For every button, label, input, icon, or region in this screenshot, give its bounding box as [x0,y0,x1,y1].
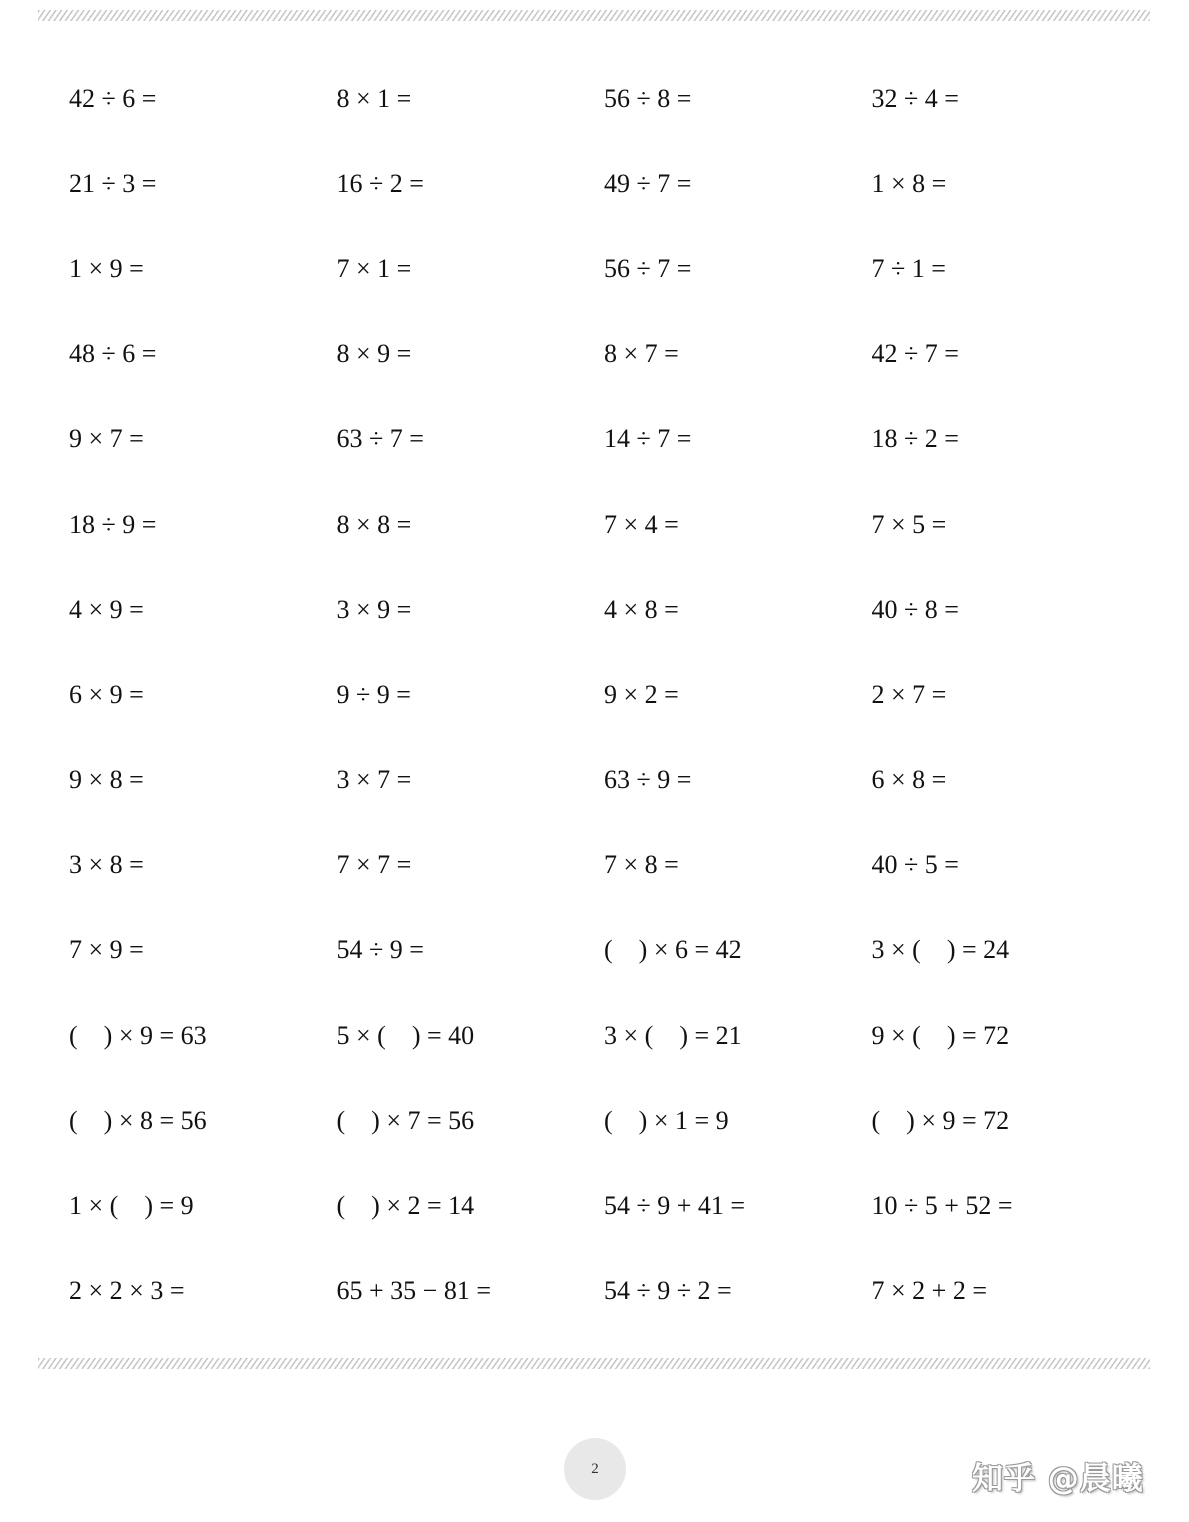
problem: 65 + 35 − 81 = [336,1276,491,1306]
problem: 42 ÷ 7 = [871,339,959,369]
problem: 54 ÷ 9 ÷ 2 = [604,1276,732,1306]
problem: 48 ÷ 6 = [69,339,157,369]
problem: 7 × 1 = [336,253,412,283]
problem: ( ) × 9 = 63 [69,1020,207,1050]
problem-row [69,141,1149,226]
problem: 3 × 8 = [69,850,144,880]
problem: 7 ÷ 1 = [871,253,946,283]
problem: 9 × 2 = [604,679,679,709]
problem: 54 ÷ 9 + 41 = [604,1191,746,1221]
problem: 9 ÷ 9 = [336,679,411,709]
page-number-badge [564,1438,626,1500]
problem-row [69,738,1149,823]
problem: 63 ÷ 7 = [336,424,424,454]
top-hatch-divider [38,10,1150,21]
problem: 6 × 9 = [69,679,144,709]
bottom-hatch-divider [38,1358,1150,1369]
problem: 7 × 4 = [604,509,679,539]
page-number: 2 [591,1460,599,1477]
problem: 54 ÷ 9 = [336,935,424,965]
problem: 21 ÷ 3 = [69,168,157,198]
problem: ( ) × 7 = 56 [336,1105,475,1135]
problem: ( ) × 1 = 9 [604,1105,729,1135]
problem: 9 × 7 = [69,424,144,454]
problem-row [69,56,1149,141]
problem-row [69,1163,1149,1248]
problem: 18 ÷ 2 = [871,424,959,454]
problem-row [69,823,1149,908]
problem-row [69,567,1149,652]
problem: 7 × 9 = [69,935,144,965]
problem: 32 ÷ 4 = [871,83,959,113]
problem: ( ) × 2 = 14 [336,1191,475,1221]
problem-row [69,1249,1149,1334]
problem: 9 × 8 = [69,765,144,795]
problem-row [69,1078,1149,1163]
problem: 3 × 9 = [336,594,412,624]
problem: 7 × 8 = [604,850,679,880]
problem: 56 ÷ 7 = [604,253,692,283]
problem: 10 ÷ 5 + 52 = [871,1191,1013,1221]
problem: 5 × ( ) = 40 [336,1020,475,1050]
problem: 2 × 7 = [871,679,947,709]
problem: 1 × 8 = [871,168,947,198]
problem-row [69,652,1149,737]
problem: 1 × 9 = [69,253,144,283]
problem: 7 × 2 + 2 = [871,1276,987,1306]
problem: 4 × 9 = [69,594,144,624]
problem: 16 ÷ 2 = [336,168,424,198]
problem-row [69,312,1149,397]
problem: 40 ÷ 5 = [871,850,959,880]
problem: 3 × ( ) = 24 [871,935,1010,965]
problem: 49 ÷ 7 = [604,168,692,198]
problem: 8 × 8 = [336,509,412,539]
problem: 18 ÷ 9 = [69,509,157,539]
problem-row [69,397,1149,482]
problem: 8 × 9 = [336,339,412,369]
problem-row [69,908,1149,993]
problem: 9 × ( ) = 72 [871,1020,1010,1050]
watermark: 知乎 @晨曦 [972,1461,1144,1497]
problem: 8 × 7 = [604,339,679,369]
problem: 14 ÷ 7 = [604,424,692,454]
problem: 1 × ( ) = 9 [69,1191,194,1221]
problem: 40 ÷ 8 = [871,594,959,624]
problem-row [69,993,1149,1078]
problem: 63 ÷ 9 = [604,765,692,795]
problem: ( ) × 8 = 56 [69,1105,207,1135]
problem: 7 × 7 = [336,850,412,880]
problem-row [69,482,1149,567]
problem: 56 ÷ 8 = [604,83,692,113]
problem: 3 × 7 = [336,765,412,795]
problem: 2 × 2 × 3 = [69,1276,185,1306]
problem: 4 × 8 = [604,594,679,624]
problem-grid [69,56,1149,1334]
problem: 6 × 8 = [871,765,947,795]
problem: 42 ÷ 6 = [69,83,157,113]
problem: 7 × 5 = [871,509,947,539]
problem: ( ) × 9 = 72 [871,1105,1010,1135]
problem: 8 × 1 = [336,83,412,113]
problem: ( ) × 6 = 42 [604,935,742,965]
problem-row [69,226,1149,311]
problem: 3 × ( ) = 21 [604,1020,742,1050]
